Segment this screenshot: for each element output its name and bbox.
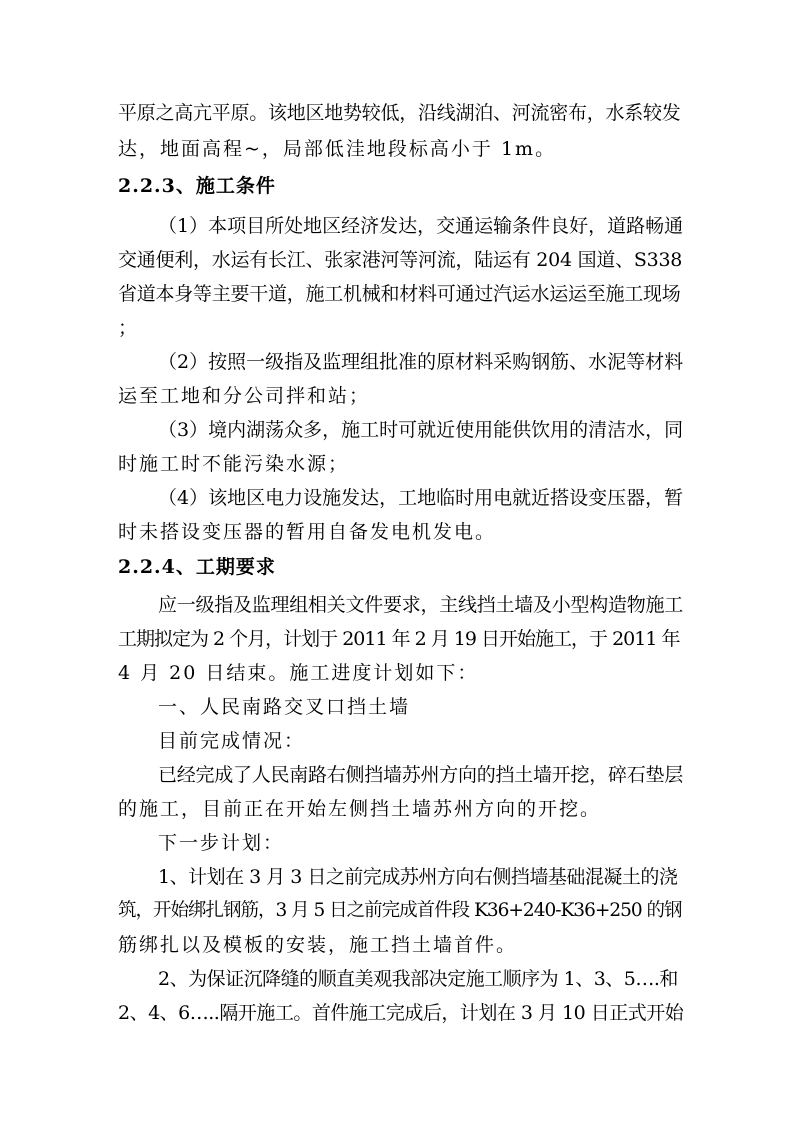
text-line: 4 月 20 日结束。施工进度计划如下： (118, 662, 479, 684)
text-line: 时施工时不能污染水源； (118, 453, 350, 475)
text-line: 运至工地和分公司拌和站； (118, 385, 371, 407)
text-line: 1、计划在 3 月 3 日之前完成苏州方向右侧挡墙基础混凝土的浇 (158, 866, 678, 888)
text-line: （3）境内湖荡众多，施工时可就近使用能供饮用的清洁水，同 (158, 419, 684, 441)
text-line: 时未搭设变压器的暂用自备发电机发电。 (118, 521, 497, 543)
subheading-line: 一、人民南路交叉口挡土墙 (158, 696, 411, 718)
text-line: 工期拟定为 2 个月，计划于 2011 年 2 月 19 日开始施工，于 2011 年 (118, 628, 680, 650)
text-line: 已经完成了人民南路右侧挡墙苏州方向的挡土墙开挖，碎石垫层 (158, 764, 684, 786)
subheading-line: 目前完成情况： (158, 730, 306, 752)
section-heading-2-2-4: 2.2.4、工期要求 (118, 556, 276, 578)
subheading-line: 下一步计划： (158, 832, 285, 854)
text-line: ； (118, 317, 140, 339)
text-line: 交通便利，水运有长江、张家港河等河流，陆运有 204 国道、S338 (118, 249, 683, 271)
text-line: （4）该地区电力设施发达，工地临时用电就近搭设变压器，暂 (158, 487, 684, 509)
text-line: 省道本身等主要干道，施工机械和材料可通过汽运水运运至施工现场 (118, 283, 681, 305)
text-line: 达，地面高程~，局部低洼地段标高小于 1m。 (118, 138, 557, 160)
section-heading-2-2-3: 2.2.3、施工条件 (118, 175, 276, 197)
text-line: 的施工，目前正在开始左侧挡土墙苏州方向的开挖。 (118, 798, 602, 820)
text-line: （1）本项目所处地区经济发达，交通运输条件良好，道路畅通 (158, 215, 684, 237)
text-line: 筋绑扎以及模板的安装，施工挡土墙首件。 (118, 934, 518, 956)
text-line: 2、为保证沉降缝的顺直美观我部决定施工顺序为 1、3、5….和 (158, 968, 678, 990)
text-line: 应一级指及监理组相关文件要求，主线挡土墙及小型构造物施工 (158, 594, 684, 616)
text-line: 平原之高亢平原。该地区地势较低，沿线湖泊、河流密布，水系较发 (118, 102, 681, 124)
text-line: 2、4、6…..隔开施工。首件施工完成后，计划在 3 月 10 日正式开始 (118, 1002, 684, 1024)
text-line: （2）按照一级指及监理组批准的原材料采购钢筋、水泥等材料 (158, 351, 684, 373)
text-line: 筑，开始绑扎钢筋，3 月 5 日之前完成首件段 K36+240-K36+250 的钢 (118, 900, 682, 921)
